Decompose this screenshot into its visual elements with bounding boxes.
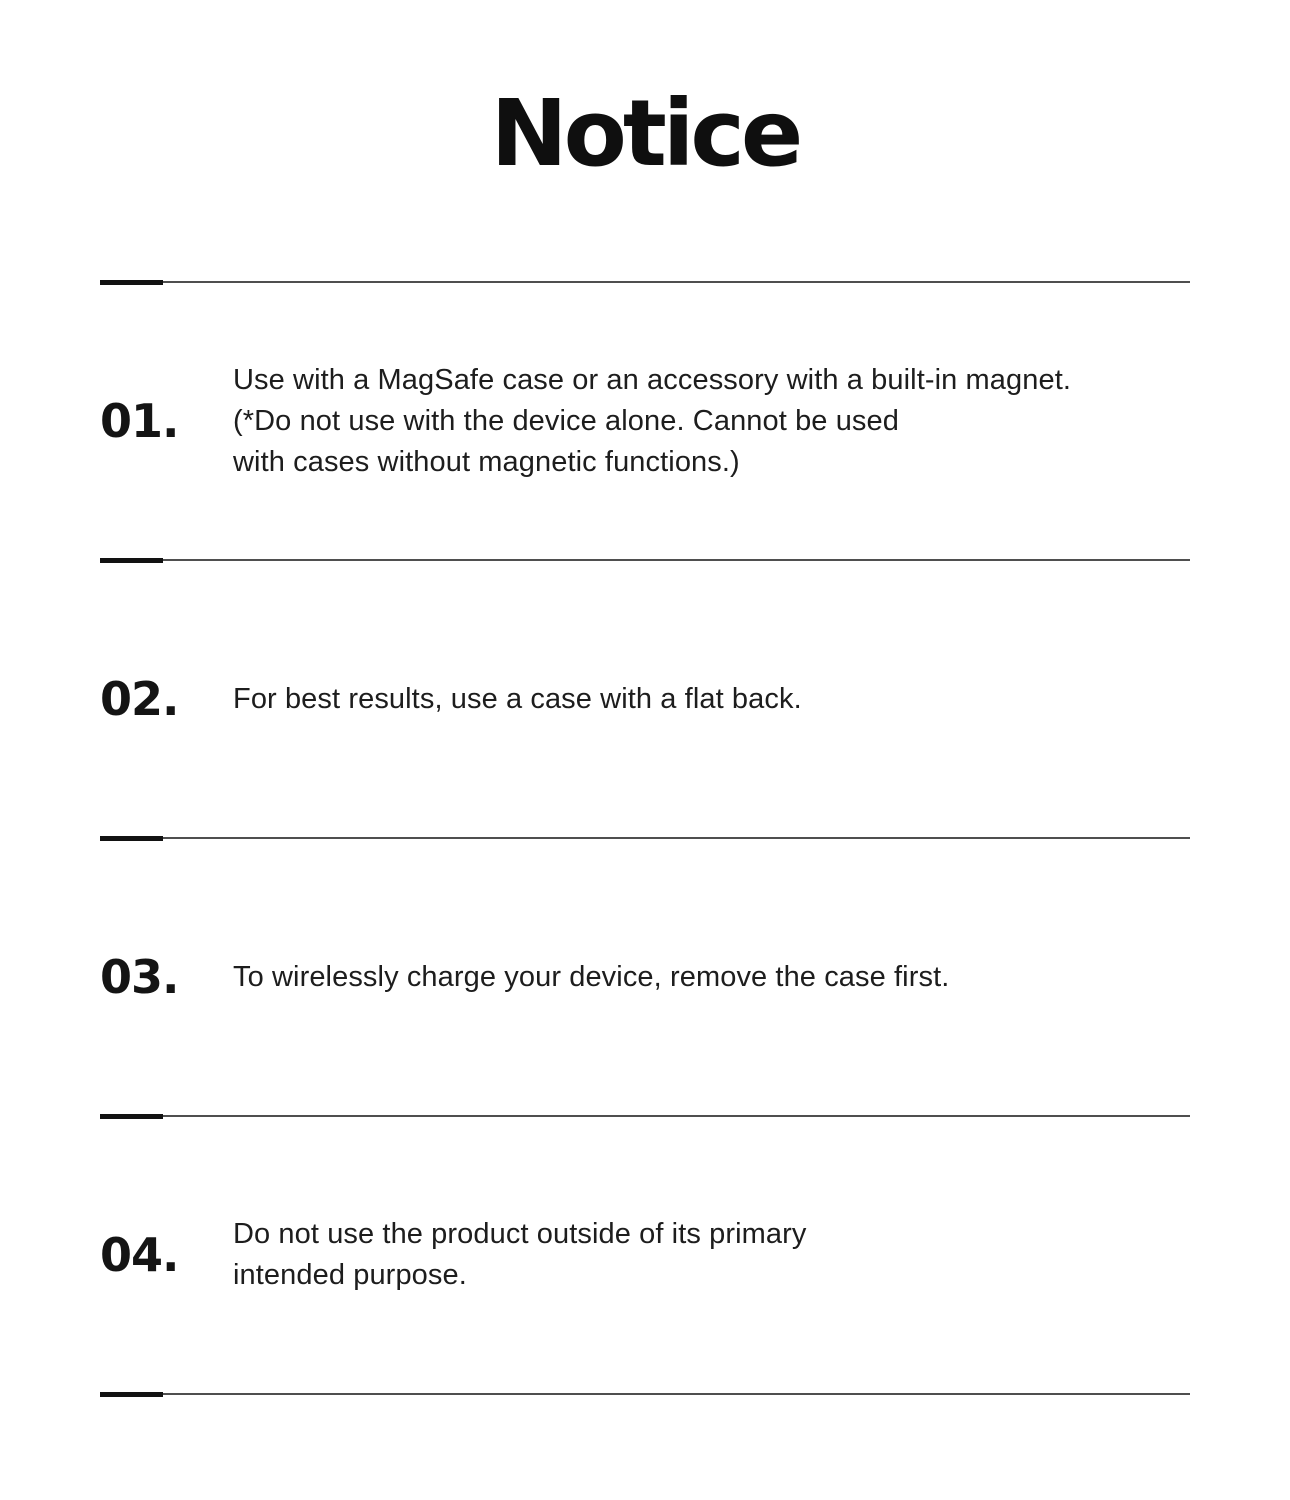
divider-accent xyxy=(100,1392,163,1397)
item-text xyxy=(233,1214,1190,1296)
item-line: with cases without magnetic functions.) xyxy=(233,445,740,478)
notice-item-01 xyxy=(100,283,1190,559)
notice-item-02 xyxy=(100,561,1190,837)
divider xyxy=(100,1393,1190,1395)
item-line: intended purpose. xyxy=(233,1259,467,1291)
notice-item-03 xyxy=(100,839,1190,1115)
divider xyxy=(100,281,1190,283)
divider xyxy=(100,837,1190,839)
item-line: For best results, use a case with a flat back. xyxy=(233,682,802,715)
item-row xyxy=(100,950,1190,1004)
item-line: Use with a MagSafe case or an accessory with a built-in magnet. xyxy=(233,363,1072,396)
divider-accent xyxy=(100,1114,163,1119)
divider xyxy=(100,1115,1190,1117)
title-area xyxy=(100,0,1190,281)
divider-accent xyxy=(100,836,163,841)
item-line: (*Do not use with the device alone. Cannot be used xyxy=(233,404,899,437)
divider-accent xyxy=(100,280,163,285)
divider xyxy=(100,559,1190,561)
item-number: 03. xyxy=(100,950,179,1004)
item-number: 04. xyxy=(100,1228,179,1282)
item-text xyxy=(233,957,1190,998)
page-title: Notice xyxy=(490,79,800,187)
notice-item-04 xyxy=(100,1117,1190,1393)
divider-accent xyxy=(100,558,163,563)
item-text xyxy=(233,360,1190,483)
item-number: 02. xyxy=(100,672,179,726)
item-number: 01. xyxy=(100,394,179,448)
item-row xyxy=(100,360,1190,483)
item-line: To wirelessly charge your device, remove the case first. xyxy=(233,960,950,993)
item-row xyxy=(100,672,1190,726)
item-row xyxy=(100,1214,1190,1296)
item-line: Do not use the product outside of its primary xyxy=(233,1218,807,1250)
item-text xyxy=(233,679,1190,720)
